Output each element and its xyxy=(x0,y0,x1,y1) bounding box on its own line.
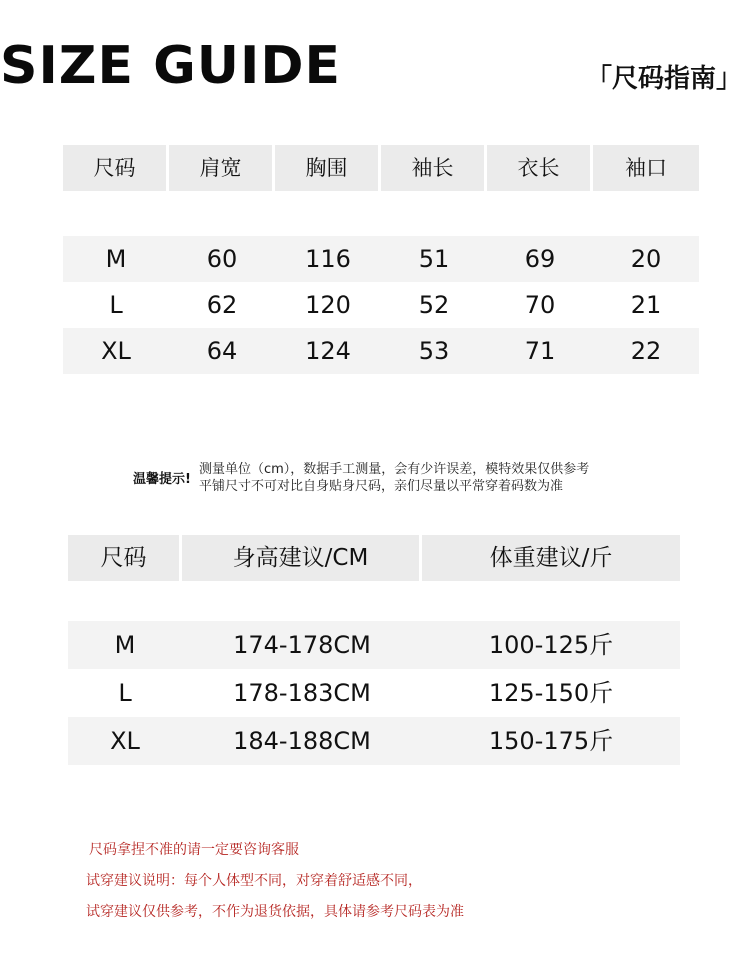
table-cell: 174-178CM xyxy=(233,631,371,659)
size-table-body xyxy=(63,236,699,374)
table-cell: 64 xyxy=(206,337,238,365)
table-cell: 178-183CM xyxy=(233,679,371,707)
tip-label: 温馨提示! xyxy=(133,472,191,487)
table-cell: 150-175斤 xyxy=(488,727,614,755)
table-cell: 70 xyxy=(524,291,556,319)
note-line: 尺码拿捏不准的请一定要咨询客服 xyxy=(89,842,299,858)
size-table-header-cell: 袖长 xyxy=(381,145,487,191)
table-row xyxy=(68,669,680,717)
table-row xyxy=(68,621,680,669)
tip-line: 测量单位（cm），数据手工测量，会有少许误差，模特效果仅供参考 xyxy=(198,462,590,477)
table-cell: M xyxy=(105,245,127,273)
table-cell: 20 xyxy=(630,245,662,273)
table-cell: 120 xyxy=(305,291,351,319)
size-table-header-cell: 尺码 xyxy=(63,145,169,191)
size-table-header-cell: 胸围 xyxy=(275,145,381,191)
table-cell: 100-125斤 xyxy=(488,631,614,659)
table-cell: 60 xyxy=(206,245,238,273)
table-cell: 51 xyxy=(418,245,450,273)
table-row xyxy=(68,717,680,765)
table-cell: L xyxy=(118,679,132,707)
recommend-table-header-cell: 体重建议/斤 xyxy=(422,535,680,581)
table-cell: M xyxy=(114,631,136,659)
tip-text xyxy=(199,461,589,495)
table-cell: 71 xyxy=(524,337,556,365)
table-cell: 124 xyxy=(305,337,351,365)
table-cell: L xyxy=(109,291,123,319)
table-cell: 125-150斤 xyxy=(488,679,614,707)
notes xyxy=(86,835,464,928)
table-cell: 184-188CM xyxy=(233,727,371,755)
table-cell: 22 xyxy=(630,337,662,365)
table-row xyxy=(63,328,699,374)
note-line: 试穿建议说明：每个人体型不同，对穿着舒适感不同， xyxy=(86,873,422,889)
size-table-header-cell: 袖口 xyxy=(593,145,699,191)
table-cell: 69 xyxy=(524,245,556,273)
note-line: 试穿建议仅供参考，不作为退货依据，具体请参考尺码表为准 xyxy=(86,904,464,920)
recommend-table-body xyxy=(68,621,680,765)
table-cell: 52 xyxy=(418,291,450,319)
table-cell: 116 xyxy=(305,245,351,273)
size-table xyxy=(63,145,699,374)
table-cell: 21 xyxy=(630,291,662,319)
table-cell: XL xyxy=(101,337,131,365)
measurement-tip xyxy=(133,461,589,495)
recommend-table-header-cell: 尺码 xyxy=(68,535,182,581)
page-title: SIZE GUIDE xyxy=(0,36,342,96)
tip-line: 平铺尺寸不可对比自身贴身尺码，亲们尽量以平常穿着码数为准 xyxy=(198,479,563,494)
table-cell: 53 xyxy=(418,337,450,365)
recommend-table xyxy=(68,535,680,765)
size-table-header-cell: 肩宽 xyxy=(169,145,275,191)
table-cell: 62 xyxy=(206,291,238,319)
recommend-table-header-cell: 身高建议/CM xyxy=(182,535,422,581)
table-row xyxy=(63,236,699,282)
page-subtitle: 「尺码指南」 xyxy=(585,64,742,94)
size-table-header xyxy=(63,145,699,191)
table-cell: XL xyxy=(110,727,140,755)
size-table-header-cell: 衣长 xyxy=(487,145,593,191)
table-row xyxy=(63,282,699,328)
recommend-table-header xyxy=(68,535,680,581)
